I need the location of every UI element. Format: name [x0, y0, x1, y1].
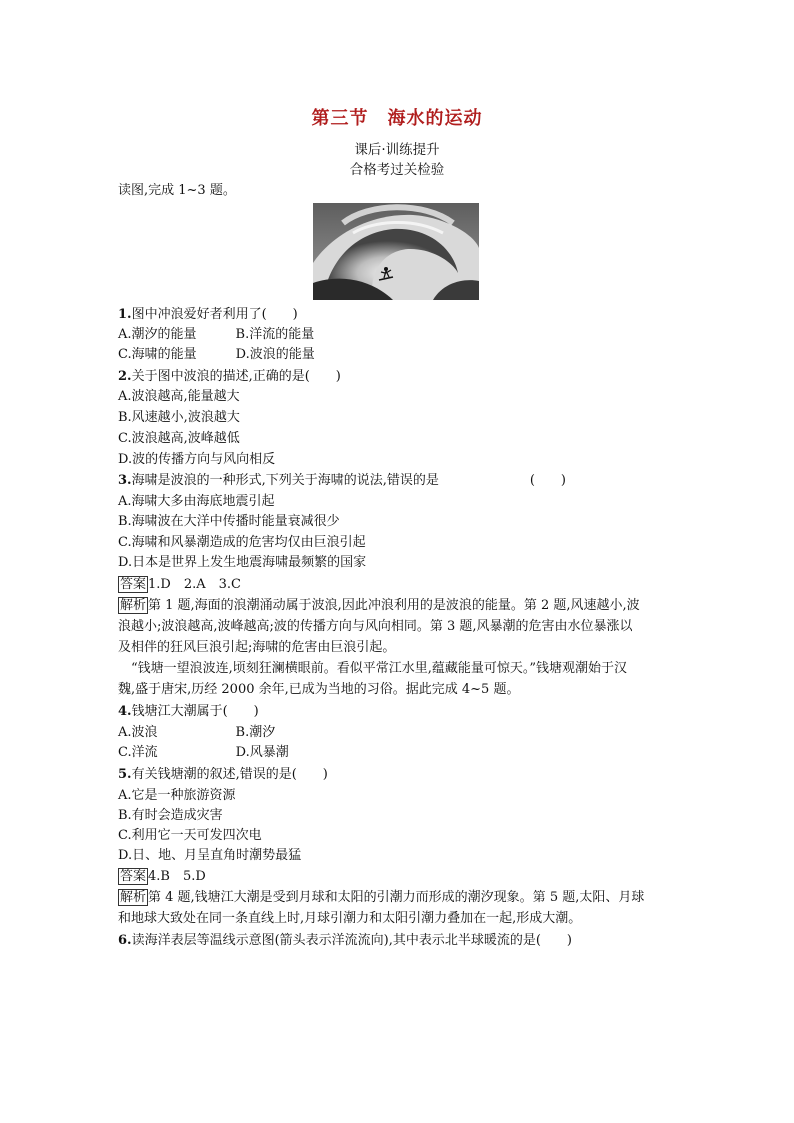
option-c: C.波浪越高,波峰越低	[118, 431, 240, 446]
answer-block-1	[118, 575, 678, 595]
surf-wave-photo	[313, 203, 479, 300]
passage-line-2: 魏,盛于唐宋,历经 2000 余年,已成为当地的习俗。据此完成 4~5 题。	[118, 682, 520, 697]
question-6	[118, 931, 678, 951]
question-stem: 图中冲浪爱好者利用了( )	[131, 307, 298, 322]
analysis-line-3: 及相伴的狂风巨浪引起;海啸的危害由巨浪引起。	[118, 640, 396, 655]
question-4	[118, 702, 678, 722]
analysis-line-2: 和地球大致处在同一条直线上时,月球引潮力和太阳引潮力叠加在一起,形成大潮。	[118, 911, 582, 926]
question-stem: 关于图中波浪的描述,正确的是( )	[131, 369, 341, 384]
section-subtitle-2: 合格考过关检验	[349, 162, 445, 178]
option-a: A.波浪越高,能量越大	[118, 389, 240, 404]
question-number: 3.	[118, 473, 132, 488]
question-2	[118, 367, 678, 387]
answer-text: 1.D 2.A 3.C	[148, 577, 241, 592]
options-row-2: C.洋流 D.风暴潮	[118, 745, 289, 760]
question-number: 5.	[118, 767, 132, 782]
option-d: D.波的传播方向与风向相反	[118, 452, 276, 467]
passage-line-1: “钱塘一望浪波连,顷刻狂澜横眼前。看似平常江水里,蕴藏能量可惊天。”钱塘观潮始于汉	[118, 661, 628, 676]
answer-block-2	[118, 867, 678, 887]
question-number: 1.	[118, 307, 132, 322]
options-row-1: A.波浪 B.潮汐	[118, 725, 276, 740]
question-number: 6.	[118, 933, 132, 948]
question-5	[118, 765, 678, 785]
option-b: B.有时会造成灾害	[118, 808, 223, 823]
analysis-line-2: 浪越小;波浪越高,波峰越高;波的传播方向与风向相同。第 3 题,风暴潮的危害由水位暴涨以	[118, 619, 633, 634]
page-title: 第三节 海水的运动	[311, 108, 483, 129]
analysis-tag: 解析	[120, 598, 147, 613]
option-a: A.它是一种旅游资源	[118, 788, 236, 803]
option-d: D.日、地、月呈直角时潮势最猛	[118, 848, 302, 863]
option-a: A.海啸大多由海底地震引起	[118, 494, 275, 509]
options-row-1: A.潮汐的能量 B.洋流的能量	[118, 327, 315, 342]
question-stem: 海啸是波浪的一种形式,下列关于海啸的说法,错误的是 ( )	[131, 473, 566, 488]
question-number: 4.	[118, 704, 132, 719]
option-b: B.海啸波在大洋中传播时能量衰减很少	[118, 514, 340, 529]
question-stem: 有关钱塘潮的叙述,错误的是( )	[131, 767, 328, 782]
question-stem: 读海洋表层等温线示意图(箭头表示洋流流向),其中表示北半球暖流的是( )	[131, 933, 572, 948]
analysis-line-1	[118, 888, 678, 908]
option-c: C.海啸和风暴潮造成的危害均仅由巨浪引起	[118, 535, 366, 550]
analysis-text: 第 4 题,钱塘江大潮是受到月球和太阳的引潮力而形成的潮汐现象。第 5 题,太阳、月球	[148, 890, 645, 905]
analysis-tag: 解析	[120, 890, 147, 905]
answer-tag: 答案	[120, 869, 147, 884]
answer-text: 4.B 5.D	[148, 869, 206, 884]
section-subtitle: 课后·训练提升	[354, 142, 440, 158]
option-d: D.日本是世界上发生地震海啸最频繁的国家	[118, 555, 367, 570]
option-c: C.利用它一天可发四次电	[118, 828, 262, 843]
analysis-text: 第 1 题,海面的浪潮涌动属于波浪,因此冲浪利用的是波浪的能量。第 2 题,风速越小,波	[148, 598, 640, 613]
question-1	[118, 305, 678, 325]
answer-tag: 答案	[120, 577, 147, 592]
intro-text: 读图,完成 1~3 题。	[118, 183, 236, 198]
question-stem: 钱塘江大潮属于( )	[131, 704, 259, 719]
options-row-2: C.海啸的能量 D.波浪的能量	[118, 347, 315, 362]
question-3	[118, 471, 678, 491]
analysis-line-1	[118, 596, 678, 616]
wave-image-icon	[313, 203, 479, 300]
option-b: B.风速越小,波浪越大	[118, 410, 240, 425]
question-number: 2.	[118, 369, 132, 384]
